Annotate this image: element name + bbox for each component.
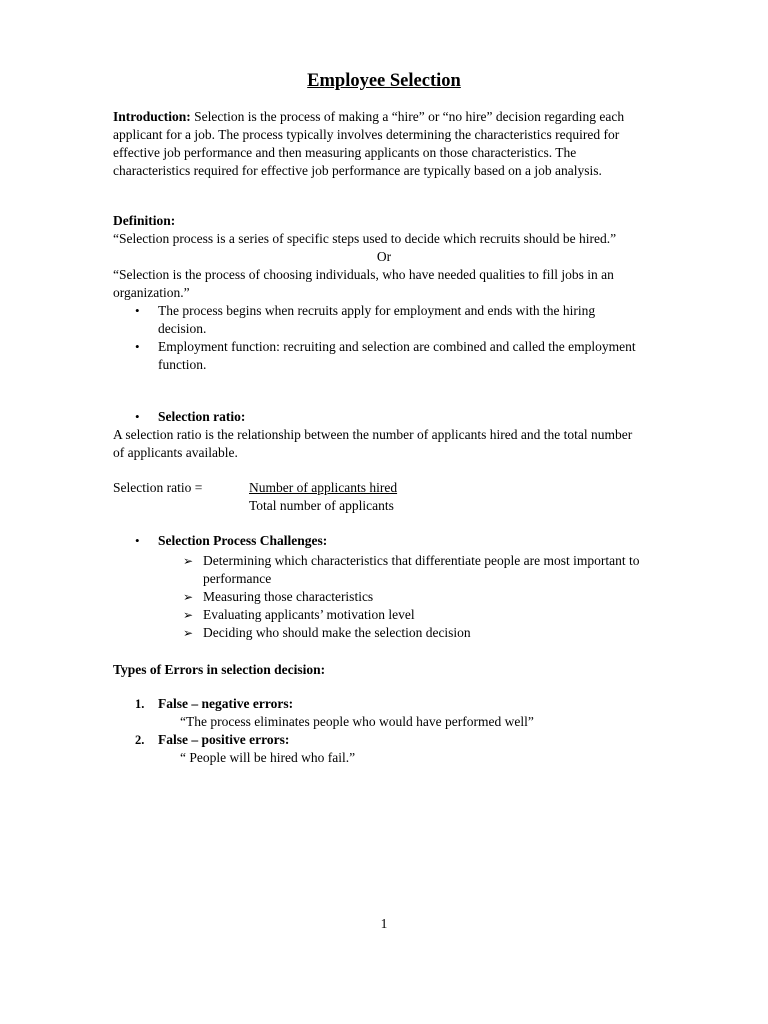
list-item	[113, 731, 643, 767]
challenges-list	[113, 552, 643, 642]
or-separator: Or	[376, 249, 392, 264]
list-item	[113, 695, 643, 731]
introduction-label: Introduction:	[113, 109, 191, 124]
error-title: False – negative errors:	[158, 696, 294, 711]
errors-section	[113, 661, 643, 679]
error-title: False – positive errors:	[158, 732, 290, 747]
formula-numerator: Number of applicants hired	[249, 480, 398, 495]
error-quote: “ People will be hired who fail.”	[180, 750, 356, 765]
list-item: ➢ Evaluating applicants’ motivation level	[113, 606, 643, 624]
selection-ratio-heading: Selection ratio:	[158, 409, 246, 424]
definition-heading: Definition:	[113, 213, 176, 228]
formula-label: Selection ratio =	[113, 480, 203, 495]
introduction-paragraph	[113, 108, 643, 180]
definition-1: “Selection process is a series of specific steps used to decide which recruits should be hired.”	[113, 231, 617, 246]
page-title: Employee Selection	[307, 71, 461, 91]
introduction-text: Selection is the process of making a “hire” or “no hire” decision regarding each applicant for a job. The process typically involves determining the characteristics required for effective job performance and then measuring applicants on those characteristics. The characteristics required for effective job performance are typically based on a job analysis.	[113, 109, 625, 178]
selection-ratio-formula	[113, 479, 643, 513]
challenges-section	[113, 532, 643, 642]
list-item: ➢ Deciding who should make the selection decision	[113, 624, 643, 642]
formula-denominator: Total number of applicants	[249, 498, 394, 513]
selection-ratio-text: A selection ratio is the relationship between the number of applicants hired and the total number of applicants available.	[113, 427, 633, 460]
selection-ratio-section	[113, 408, 643, 462]
list-item: ➢ Determining which characteristics that differentiate people are most important to performance	[113, 552, 643, 588]
list-number: 1.	[135, 697, 145, 711]
list-item: • Employment function: recruiting and selection are combined and called the employment function.	[113, 338, 643, 374]
errors-list	[113, 695, 643, 767]
errors-heading: Types of Errors in selection decision:	[113, 662, 326, 677]
list-item: ➢ Measuring those characteristics	[113, 588, 643, 606]
definition-section	[113, 212, 643, 374]
definition-2: “Selection is the process of choosing individuals, who have needed qualities to fill jobs in an organization.”	[113, 267, 614, 300]
definition-bullets	[113, 302, 643, 374]
page-number: 1	[380, 916, 388, 931]
list-number: 2.	[135, 733, 145, 747]
error-quote: “The process eliminates people who would have performed well”	[180, 714, 534, 729]
challenges-heading: Selection Process Challenges:	[158, 533, 328, 548]
list-item: • The process begins when recruits apply for employment and ends with the hiring decision.	[113, 302, 643, 338]
